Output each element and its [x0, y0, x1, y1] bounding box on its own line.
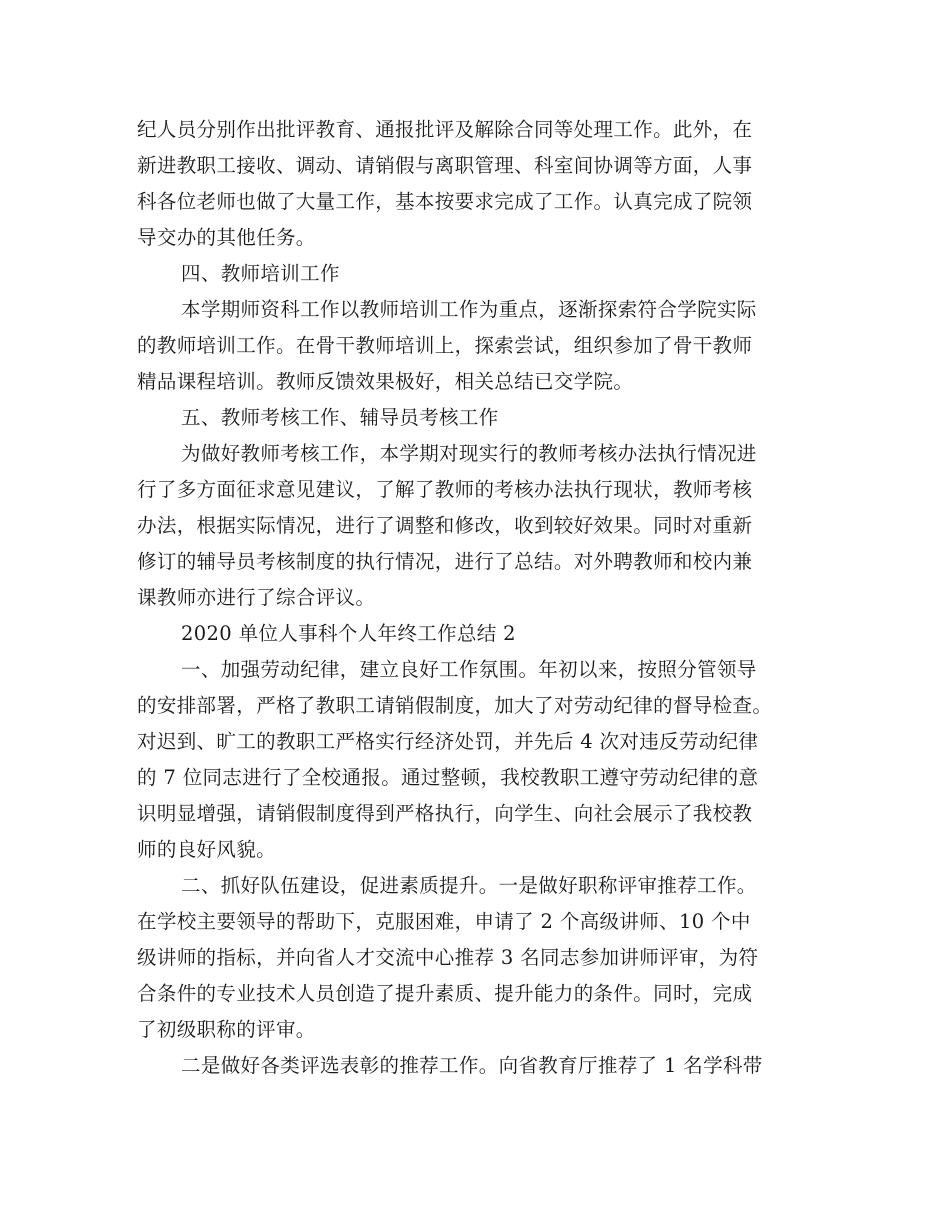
- text-line: 新进教职工接收、调动、请销假与离职管理、科室间协调等方面，人事: [137, 154, 753, 177]
- text-line: 对迟到、旷工的教职工严格实行经济处罚，并先后 4 次对违反劳动纪律: [137, 730, 759, 753]
- text-line: 合条件的专业技术人员创造了提升素质、提升能力的条件。同时，完成: [137, 982, 753, 1005]
- text-line: 课教师亦进行了综合评议。: [137, 586, 376, 609]
- text-line: 科各位老师也做了大量工作，基本按要求完成了工作。认真完成了院领: [137, 190, 753, 213]
- text-line: 的 7 位同志进行了全校通报。通过整顿，我校教职工遵守劳动纪律的意: [137, 766, 759, 789]
- text-line: 行了多方面征求意见建议，了解了教师的考核办法执行现状，教师考核: [137, 478, 753, 501]
- text-line: 一、加强劳动纪律，建立良好工作氛围。年初以来，按照分管领导: [181, 658, 757, 681]
- text-line: 精品课程培训。教师反馈效果极好，相关总结已交学院。: [137, 370, 634, 393]
- document-title: 2020 单位人事科个人年终工作总结 2: [181, 622, 516, 645]
- text-line: 级讲师的指标，并向省人才交流中心推荐 3 名同志参加讲师评审，为符: [137, 946, 759, 969]
- text-line: 师的良好风貌。: [137, 838, 276, 861]
- text-line: 修订的辅导员考核制度的执行情况，进行了总结。对外聘教师和校内兼: [137, 550, 753, 573]
- text-line: 的安排部署，严格了教职工请销假制度，加大了对劳动纪律的督导检查。: [137, 694, 773, 717]
- text-line: 二是做好各类评选表彰的推荐工作。向省教育厅推荐了 1 名学科带: [181, 1054, 763, 1077]
- text-line: 纪人员分别作出批评教育、通报批评及解除合同等处理工作。此外，在: [137, 118, 753, 141]
- section-heading: 五、教师考核工作、辅导员考核工作: [181, 406, 499, 429]
- text-line: 识明显增强，请销假制度得到严格执行，向学生、向社会展示了我校教: [137, 802, 753, 825]
- text-line: 了初级职称的评审。: [137, 1018, 316, 1041]
- text-line: 二、抓好队伍建设，促进素质提升。一是做好职称评审推荐工作。: [181, 874, 757, 897]
- text-line: 为做好教师考核工作，本学期对现实行的教师考核办法执行情况进: [181, 442, 757, 465]
- text-line: 在学校主要领导的帮助下，克服困难，申请了 2 个高级讲师、10 个中: [137, 910, 751, 933]
- text-line: 办法，根据实际情况，进行了调整和修改，收到较好效果。同时对重新: [137, 514, 753, 537]
- section-heading: 四、教师培训工作: [181, 262, 340, 285]
- text-line: 本学期师资科工作以教师培训工作为重点，逐渐探索符合学院实际: [181, 298, 757, 321]
- text-line: 导交办的其他任务。: [137, 226, 316, 249]
- text-line: 的教师培训工作。在骨干教师培训上，探索尝试，组织参加了骨干教师: [137, 334, 753, 357]
- document-body: [137, 112, 827, 1084]
